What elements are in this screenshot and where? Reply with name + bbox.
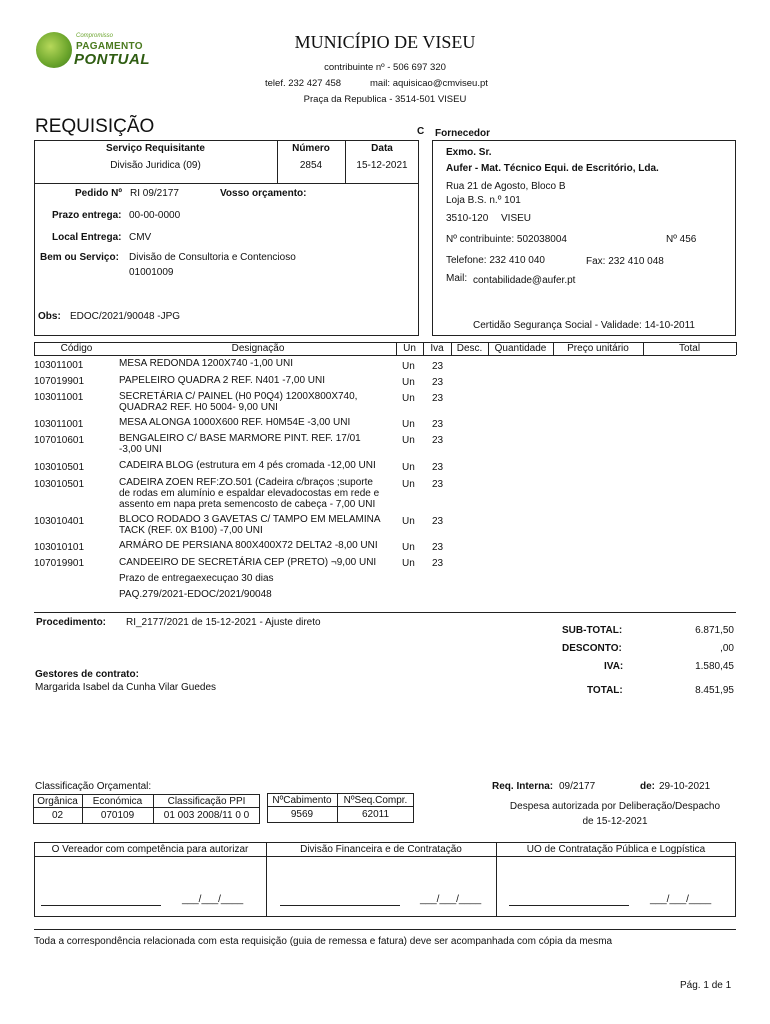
- row-4-iva: 23: [432, 419, 444, 430]
- req-de-value: 29-10-2021: [659, 781, 711, 792]
- bem-value-2: 01001009: [129, 267, 174, 278]
- fornecedor-mail-label: Mail:: [446, 273, 468, 284]
- sig-line-3: [509, 905, 629, 906]
- row-5-desc-2: -3,00 UNI: [119, 444, 162, 455]
- pedido-value: RI 09/2177: [130, 188, 179, 199]
- fornecedor-addr2: Loja B.S. n.º 101: [446, 195, 521, 206]
- row-10-iva: 23: [432, 558, 444, 569]
- document-title: REQUISIÇÃO: [35, 116, 155, 137]
- row-2-un: Un: [402, 377, 415, 388]
- fornecedor-telefone: Telefone: 232 410 040: [446, 255, 545, 266]
- row-4-desc: MESA ALONGA 1000X600 REF. H0M54E -3,00 UNI: [119, 417, 351, 428]
- row-2-desc: PAPELEIRO QUADRA 2 REF. N401 -7,00 UNI: [119, 375, 326, 386]
- fornecedor-contribuinte: Nº contribuinte: 502038004: [446, 234, 567, 245]
- sig-col-vereador: O Vereador com competência para autorizar: [51, 844, 249, 855]
- sig-line-2: [280, 905, 400, 906]
- ppi-value: 01 003 2008/11 0 0: [163, 810, 250, 821]
- row-6-code: 103010501: [34, 462, 85, 473]
- row-1-un: Un: [402, 361, 415, 372]
- bem-label: Bem ou Serviço:: [40, 252, 119, 263]
- sig-date-3: ___/___/____: [650, 894, 712, 905]
- row-2-code: 107019901: [34, 376, 85, 387]
- row-7-iva: 23: [432, 479, 444, 490]
- cabimento-value: 9569: [290, 809, 314, 820]
- row-8-un: Un: [402, 516, 415, 527]
- row-10-un: Un: [402, 558, 415, 569]
- sig-date-2: ___/___/____: [420, 894, 482, 905]
- fornecedor-certidao: Certidão Segurança Social - Validade: 14-10-2011: [473, 320, 695, 331]
- row-9-desc: ARMÁRO DE PERSIANA 800X400X72 DELTA2 -8,00 UNI: [119, 540, 378, 551]
- desconto-label: DESCONTO:: [562, 643, 622, 654]
- logo-small-text: Compromisso: [76, 33, 114, 39]
- row-5-iva: 23: [432, 435, 444, 446]
- row-8-desc-1: BLOCO RODADO 3 GAVETAS C/ TAMPO EM MELAMINA: [119, 514, 381, 525]
- municipality-mail: mail: aquisicao@cmviseu.pt: [370, 78, 488, 89]
- desconto-value: ,00: [720, 643, 734, 654]
- row-1-code: 103011001: [34, 360, 84, 371]
- sig-col-contratacao: UO de Contratação Pública e Logpística: [526, 844, 706, 855]
- fornecedor-num: Nº 456: [666, 234, 697, 245]
- total-label: TOTAL:: [587, 685, 623, 696]
- c-marker: C: [417, 126, 425, 137]
- municipality-contribuinte: contribuinte nº - 506 697 320: [324, 62, 446, 73]
- procedimento-label: Procedimento:: [36, 617, 107, 628]
- procedimento-value: RI_2177/2021 de 15-12-2021 - Ajuste direto: [126, 617, 321, 628]
- row-4-un: Un: [402, 419, 415, 430]
- seq-compr-value: 62011: [361, 809, 390, 820]
- footer-note: Toda a correspondência relacionada com esta requisição (guia de remessa e fatura) deve ser acompanhada com cópia da mesma: [34, 936, 613, 947]
- despesa-line-2: de 15-12-2021: [582, 816, 648, 827]
- data-label: Data: [371, 143, 393, 154]
- fornecedor-name: Aufer - Mat. Técnico Equi. de Escritório, Lda.: [446, 163, 659, 174]
- subtotal-label: SUB-TOTAL:: [562, 625, 623, 636]
- req-interna-label: Req. Interna:: [492, 781, 554, 792]
- row-9-iva: 23: [432, 542, 444, 553]
- vosso-orcamento-label: Vosso orçamento:: [220, 188, 307, 199]
- row-7-desc-2: de rodas em alumínio e espaldar elevadocostas em rede e: [119, 488, 380, 499]
- row-10-desc: CANDEEIRO DE SECRETÁRIA CEP (PRETO) ¬9,00 UNI: [119, 557, 377, 568]
- total-value: 8.451,95: [695, 685, 734, 696]
- row-10-code: 107019901: [34, 558, 85, 569]
- row-5-desc-1: BENGALEIRO C/ BASE MARMORE PINT. REF. 17/01: [119, 433, 361, 444]
- gestores-label: Gestores de contrato:: [35, 669, 139, 680]
- sig-line-1: [41, 905, 161, 906]
- row-9-un: Un: [402, 542, 415, 553]
- gestores-value: Margarida Isabel da Cunha Vilar Guedes: [35, 682, 217, 693]
- fornecedor-postal: 3510-120: [446, 213, 489, 224]
- col-designacao: Designação: [231, 343, 285, 354]
- numero-value: 2854: [299, 160, 323, 171]
- col-quantidade: Quantidade: [494, 343, 547, 354]
- ppi-label: Classificação PPI: [167, 796, 246, 807]
- fornecedor-city: VISEU: [501, 213, 532, 224]
- col-iva: Iva: [430, 343, 444, 354]
- iva-value: 1.580,45: [695, 661, 734, 672]
- col-desc: Desc.: [456, 343, 483, 354]
- logo-line1: PAGAMENTO: [76, 41, 143, 52]
- prazo-label: Prazo entrega:: [52, 210, 122, 221]
- fornecedor-exmo: Exmo. Sr.: [446, 147, 492, 158]
- paq-note: PAQ.279/2021-EDOC/2021/90048: [119, 589, 272, 600]
- obs-value: EDOC/2021/90048 -JPG: [70, 311, 181, 322]
- row-2-iva: 23: [432, 377, 444, 388]
- municipality-phone: telef. 232 427 458: [265, 78, 342, 89]
- row-4-code: 103011001: [34, 419, 84, 430]
- row-6-iva: 23: [432, 462, 444, 473]
- col-codigo: Código: [60, 343, 93, 354]
- page-number: Pág. 1 de 1: [680, 980, 732, 991]
- row-7-un: Un: [402, 479, 415, 490]
- sig-date-1: ___/___/____: [182, 894, 244, 905]
- col-total: Total: [678, 343, 701, 354]
- row-6-un: Un: [402, 462, 415, 473]
- row-8-desc-2: TACK (REF. 0X B100) -7,00 UNI: [119, 525, 263, 536]
- row-5-code: 107010601: [34, 435, 85, 446]
- local-value: CMV: [129, 232, 152, 243]
- seq-compr-label: NºSeq.Compr.: [343, 795, 408, 806]
- servico-label: Serviço Requisitante: [106, 143, 205, 154]
- subtotal-value: 6.871,50: [695, 625, 734, 636]
- municipality-address: Praça da Republica - 3514-501 VISEU: [303, 94, 467, 105]
- row-5-un: Un: [402, 435, 415, 446]
- pagamento-pontual-logo: [36, 32, 154, 72]
- col-un: Un: [403, 343, 416, 354]
- organica-value: 02: [51, 810, 64, 821]
- sig-col-financeira: Divisão Financeira e de Contratação: [300, 844, 462, 855]
- fornecedor-fax: Fax: 232 410 048: [586, 256, 664, 267]
- despesa-line-1: Despesa autorizada por Deliberação/Despacho: [509, 801, 721, 812]
- row-3-desc-2: QUADRA2 REF. H0 5004- 9,00 UNI: [119, 402, 278, 413]
- fornecedor-label: Fornecedor: [435, 128, 491, 139]
- row-8-iva: 23: [432, 516, 444, 527]
- fornecedor-addr1: Rua 21 de Agosto, Bloco B: [446, 181, 566, 192]
- row-8-code: 103010401: [34, 516, 85, 527]
- row-7-code: 103010501: [34, 479, 85, 490]
- servico-value: Divisão Juridica (09): [110, 160, 201, 171]
- req-de-label: de:: [640, 781, 655, 792]
- prazo-value: 00-00-0000: [129, 210, 181, 221]
- prazo-note: Prazo de entregaexecuçao 30 dias: [119, 573, 274, 584]
- municipality-title: MUNICÍPIO DE VISEU: [294, 32, 476, 52]
- economica-value: 070109: [100, 810, 135, 821]
- numero-label: Número: [292, 143, 330, 154]
- economica-label: Económica: [92, 796, 143, 807]
- row-3-iva: 23: [432, 393, 444, 404]
- fornecedor-mail-value: contabilidade@aufer.pt: [473, 275, 576, 286]
- req-interna-value: 09/2177: [559, 781, 596, 792]
- row-3-un: Un: [402, 393, 415, 404]
- logo-emblem-icon: [36, 32, 72, 68]
- row-9-code: 103010101: [34, 542, 85, 553]
- row-1-iva: 23: [432, 361, 444, 372]
- row-1-desc: MESA REDONDA 1200X740 -1,00 UNI: [119, 358, 293, 369]
- organica-label: Orgânica: [37, 796, 78, 807]
- cabimento-label: NºCabimento: [272, 795, 332, 806]
- bem-value-1: Divisão de Consultoria e Contencioso: [129, 252, 296, 263]
- row-6-desc: CADEIRA BLOG (estrutura em 4 pés cromada -12,00 UNI: [119, 460, 376, 471]
- data-value: 15-12-2021: [356, 160, 408, 171]
- iva-label: IVA:: [604, 661, 624, 672]
- row-7-desc-1: CADEIRA ZOEN REF:ZO.501 (Cadeira c/braços ;suporte: [119, 477, 373, 488]
- row-3-code: 103011001: [34, 392, 84, 403]
- pedido-label: Pedido Nº: [75, 188, 122, 199]
- row-7-desc-3: assento em napa preta semencosto de cabeça - 7,00 UNI: [119, 499, 376, 510]
- classificacao-label: Classificação Orçamental:: [35, 781, 152, 792]
- local-label: Local Entrega:: [52, 232, 122, 243]
- logo-line2: PONTUAL: [74, 51, 150, 68]
- obs-label: Obs:: [38, 311, 61, 322]
- col-preco: Preço unitário: [567, 343, 629, 354]
- row-3-desc-1: SECRETÁRIA C/ PAINEL (H0 P0Q4) 1200X800X740,: [119, 391, 358, 402]
